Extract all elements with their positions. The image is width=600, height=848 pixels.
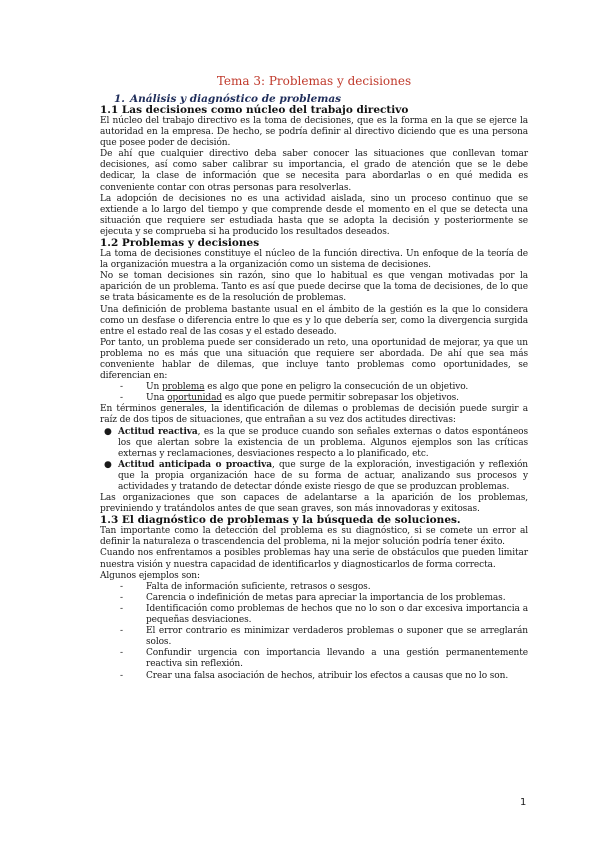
paragraph: No se toman decisiones sin razón, sino que lo habitual es que vengan motivadas por la aparición de un problema. Tanto es así que puede decirse que la toma de decisiones, de lo que se trata básicamente es de la resolución de problemas.: [100, 271, 528, 304]
subsection-heading-1-1: 1.1 Las decisiones como núcleo del trabajo directivo: [100, 104, 409, 116]
bullet-icon: ●: [104, 459, 112, 470]
subsection-heading-1-2: 1.2 Problemas y decisiones: [100, 237, 260, 250]
dash-marker: -: [120, 603, 123, 614]
dash-marker: -: [120, 382, 123, 393]
paragraph: En términos generales, la identificación de dilemas o problemas de decisión puede surgir a raíz de dos tipos de situaciones, que entrañan a su vez dos actitudes directivas:: [100, 404, 528, 426]
dash-list: [100, 382, 528, 404]
list-item: ● Actitud reactiva, es la que se produce cuando son señales externas o datos espontáneos los que alertan sobre la existencia de un problema. Algunos ejemplos son las críticas externas y reclamaciones, desviaciones respecto a lo planificado, etc.: [104, 426, 529, 459]
bullet-list: [100, 427, 528, 494]
paragraph: Cuando nos enfrentamos a posibles problemas hay una serie de obstáculos que pueden limitar nuestra visión y nuestra capacidad de identificarlos y diagnosticarlos de forma correcta.: [100, 548, 528, 570]
paragraph: La toma de decisiones constituye el núcleo de la función directiva. Un enfoque de la teoría de la organización muestra a la organización como un sistema de decisiones.: [100, 249, 528, 271]
section-number: 1.: [114, 93, 125, 105]
paragraph: La adopción de decisiones no es una actividad aislada, sino un proceso continuo que se extiende a lo largo del tiempo y que comprende desde el momento en el que se detecta una situación que requiere ser estudiada hasta que se adopta la decisión y posteriormente se ejecuta y se comprueba si ha producido los resultados deseados.: [100, 193, 528, 237]
dash-marker: -: [120, 592, 123, 603]
dash-marker: -: [120, 581, 123, 592]
document-page: [100, 74, 528, 682]
underlined-term: problema: [161, 382, 205, 393]
section-title: Análisis y diagnóstico de problemas: [130, 93, 342, 105]
dash-marker: -: [120, 393, 123, 404]
list-item: - Crear una falsa asociación de hechos, atribuir los efectos a causas que no lo son.: [120, 670, 509, 681]
underlined-term: oportunidad: [167, 393, 222, 404]
dash-marker: -: [120, 670, 123, 681]
document-title: Tema 3: Problemas y decisiones: [216, 74, 412, 88]
list-item: - Confundir urgencia con importancia llevando a una gestión permanentemente reactiva sin reflexión.: [120, 648, 528, 670]
paragraph: Una definición de problema bastante usual en el ámbito de la gestión es la que lo considera como un desfase o diferencia entre lo que es y lo que debería ser, como la divergencia surgida entre el estado real de las cosas y el estado deseado.: [100, 304, 528, 337]
bold-term: Actitud reactiva: [118, 426, 198, 437]
dash-marker: -: [120, 648, 123, 659]
dash-list: [100, 582, 528, 682]
paragraph: Tan importante como la detección del problema es su diagnóstico, si se comete un error al definir la naturaleza o trascendencia del problema, ni la mejor solución podría tener éxito.: [100, 526, 528, 548]
paragraph: De ahí que cualquier directivo deba saber conocer las situaciones que conllevan tomar decisiones, así como saber calibrar su importancia, el grado de atención que se le debe dedicar, la clase de información que se necesita para abordarlas o en qué medida es conveniente contar con otras personas para resolverlas.: [100, 149, 528, 193]
dash-marker: -: [120, 626, 123, 637]
bullet-icon: ●: [104, 426, 112, 437]
list-item: - Una oportunidad es algo que puede permitir sobrepasar los objetivos.: [120, 393, 459, 404]
paragraph: El núcleo del trabajo directivo es la toma de decisiones, que es la forma en la que se ejerce la autoridad en la empresa. De hecho, se podría definir al directivo diciendo que es una persona que posee poder de decisión.: [100, 116, 528, 149]
list-item: - Falta de información suficiente, retrasos o sesgos.: [120, 581, 371, 592]
list-item: - Carencia o indefinición de metas para apreciar la importancia de los problemas.: [120, 592, 506, 603]
list-item: - El error contrario es minimizar verdaderos problemas o suponer que se arreglarán solos.: [120, 626, 528, 648]
subsection-heading-1-3: 1.3 El diagnóstico de problemas y la búsqueda de soluciones.: [100, 514, 461, 527]
paragraph: Por tanto, un problema puede ser considerado un reto, una oportunidad de mejorar, ya que un problema no es más que una situación que requiere ser abordada. De ahí que sea más conveniente hablar de dilemas, que incluye tanto problemas como oportunidades, se diferencian en:: [100, 337, 528, 382]
list-item: ● Actitud anticipada o proactiva, que surge de la exploración, investigación y reflexión que la propia organización hace de su forma de actuar, analizando sus procesos y actividades y tratando de detectar dónde existe riesgo de que se produzcan problemas.: [104, 459, 528, 492]
paragraph: Las organizaciones que son capaces de adelantarse a la aparición de los problemas, previniendo y tratándolos antes de que sean graves, son más innovadoras y exitosas.: [100, 493, 528, 515]
paragraph: Algunos ejemplos son:: [100, 570, 200, 581]
bold-term: Actitud anticipada o proactiva: [118, 459, 272, 470]
page-number: 1: [520, 797, 527, 808]
list-item: - Identificación como problemas de hechos que no lo son o dar excesiva importancia a pequeñas desviaciones.: [120, 603, 528, 626]
list-item: - Un problema es algo que pone en peligro la consecución de un objetivo.: [120, 382, 469, 393]
